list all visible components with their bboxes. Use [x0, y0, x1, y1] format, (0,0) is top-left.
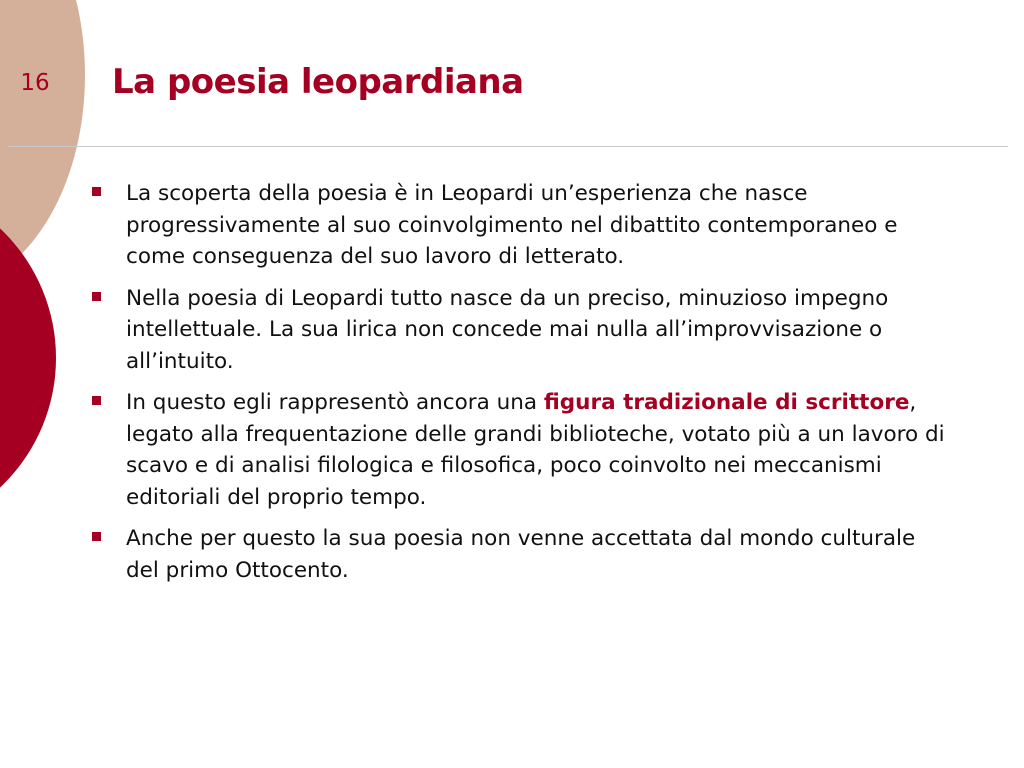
- highlighted-phrase: figura tradizionale di scrittore: [543, 390, 910, 415]
- bullet-text-before: In questo egli rappresentò ancora una: [126, 390, 544, 415]
- square-bullet-icon: [92, 396, 101, 405]
- bullet-text: La scoperta della poesia è in Leopardi un’esperienza che nasce progressivamente al suo coinvolgimento nel dibattito contemporaneo e come conseguenza del suo lavoro di letterato.: [126, 181, 898, 269]
- slide-number: 16: [20, 70, 50, 96]
- bullet-item: [88, 523, 948, 586]
- bullet-item: [88, 178, 948, 273]
- square-bullet-icon: [92, 187, 101, 196]
- title-divider: [8, 146, 1008, 147]
- bullet-list: [88, 178, 948, 596]
- bullet-text: Nella poesia di Leopardi tutto nasce da un preciso, minuzioso impegno intellettuale. La sua lirica non concede mai nulla all’improvvisazione o all’intuito.: [126, 285, 889, 374]
- bullet-item: [88, 387, 948, 513]
- bullet-item: [88, 283, 948, 378]
- square-bullet-icon: [92, 292, 101, 301]
- slide-title: La poesia leopardiana: [112, 62, 524, 102]
- bullet-text-after: , legato alla frequentazione delle grandi biblioteche, votato più a un lavoro di scavo e di analisi filologica e filosofica, poco coinvolto nei meccanismi editoriali del proprio tempo.: [126, 390, 945, 510]
- square-bullet-icon: [92, 532, 101, 541]
- bullet-text: [126, 387, 948, 513]
- bullet-text: Anche per questo la sua poesia non venne accettata dal mondo culturale del primo Ottocento.: [126, 526, 916, 583]
